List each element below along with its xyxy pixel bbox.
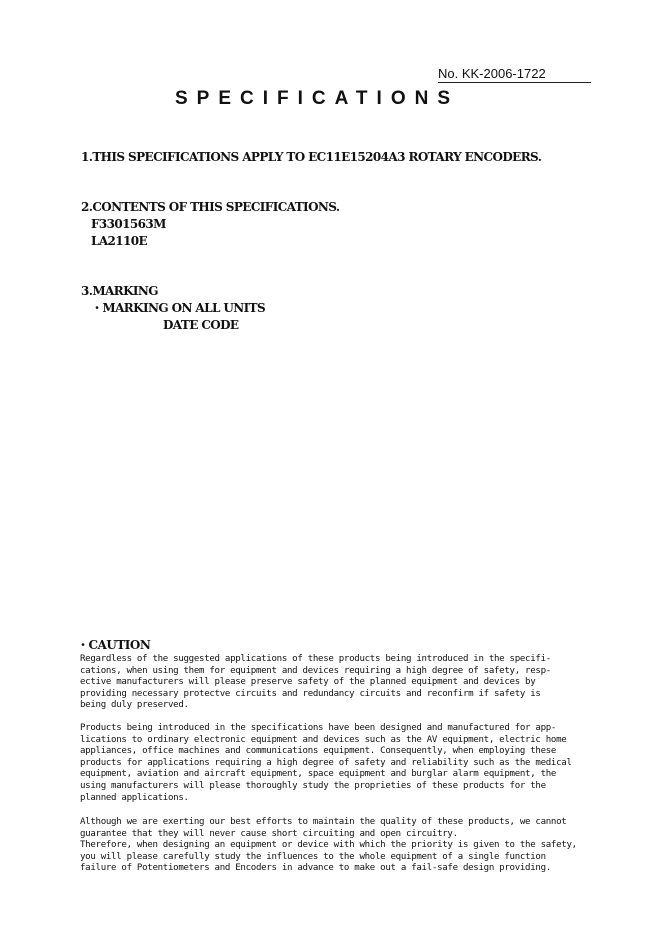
section-3-bullet: ・MARKING ON ALL UNITS — [91, 301, 266, 315]
section-3 — [81, 283, 265, 334]
paragraph-line: appliances, office machines and communications equipment. Consequently, when employing these — [80, 746, 557, 757]
paragraph-line: planned applications. — [80, 792, 189, 803]
paragraph-line: failure of Potentiometers and Encoders in advance to make out a fail-safe design providing. — [80, 863, 551, 874]
page-title: SPECIFICATIONS — [175, 88, 459, 109]
section-3-heading: 3.MARKING — [81, 284, 158, 298]
paragraph-line: guarantee that they will never cause short circuiting and open circuitry. — [80, 828, 458, 839]
paragraph-line: Products being introduced in the specifications have been designed and manufactured for app- — [80, 723, 557, 733]
caution-paragraph-1 — [80, 654, 600, 712]
paragraph-line: being duly preserved. — [80, 700, 189, 711]
caution-heading: ・CAUTION — [77, 638, 151, 652]
paragraph-line: equipment, aviation and aircraft equipment, space equipment and burglar alarm equipment, the — [80, 769, 557, 780]
paragraph-line: Although we are exerting our best efforts to maintain the quality of these products, we cannot — [80, 817, 567, 827]
paragraph-line: lications to ordinary electronic equipment and devices such as the AV equipment, electric home — [80, 734, 567, 745]
paragraph-line: Therefore, when designing an equipment or device with which the priority is given to the safety, — [80, 840, 577, 851]
section-2 — [81, 199, 340, 250]
paragraph-line: cations, when using them for equipment and devices requiring a high degree of safety, resp- — [80, 665, 551, 676]
section-1-text: 1.THIS SPECIFICATIONS APPLY TO EC11E15204A3 ROTARY ENCODERS. — [81, 150, 542, 164]
paragraph-line: using manufacturers will please thoroughly study the proprieties of these products for the — [80, 780, 546, 791]
caution-paragraph-3 — [80, 817, 600, 875]
section-2-item: LA2110E — [91, 234, 148, 248]
section-1 — [81, 149, 541, 166]
paragraph-line: providing necessary protectve circuits and redundancy circuits and reconfirm if safety is — [80, 688, 541, 699]
section-3-subitem: DATE CODE — [163, 318, 239, 332]
section-2-item: F3301563M — [91, 217, 166, 231]
section-2-heading: 2.CONTENTS OF THIS SPECIFICATIONS. — [81, 200, 340, 214]
paragraph-line: Regardless of the suggested applications of these products being introduced in the specifi- — [80, 654, 551, 664]
caution-paragraph-2 — [80, 723, 600, 804]
paragraph-line: products for applications requiring a high degree of safety and reliability such as the medical — [80, 757, 572, 768]
paragraph-line: you will please carefully study the influences to the whole equipment of a single function — [80, 851, 546, 862]
paragraph-line: ective manufacturers will please preserve safety of the planned equipment and devices by — [80, 677, 536, 688]
document-number: No. KK-2006-1722 — [438, 66, 591, 83]
